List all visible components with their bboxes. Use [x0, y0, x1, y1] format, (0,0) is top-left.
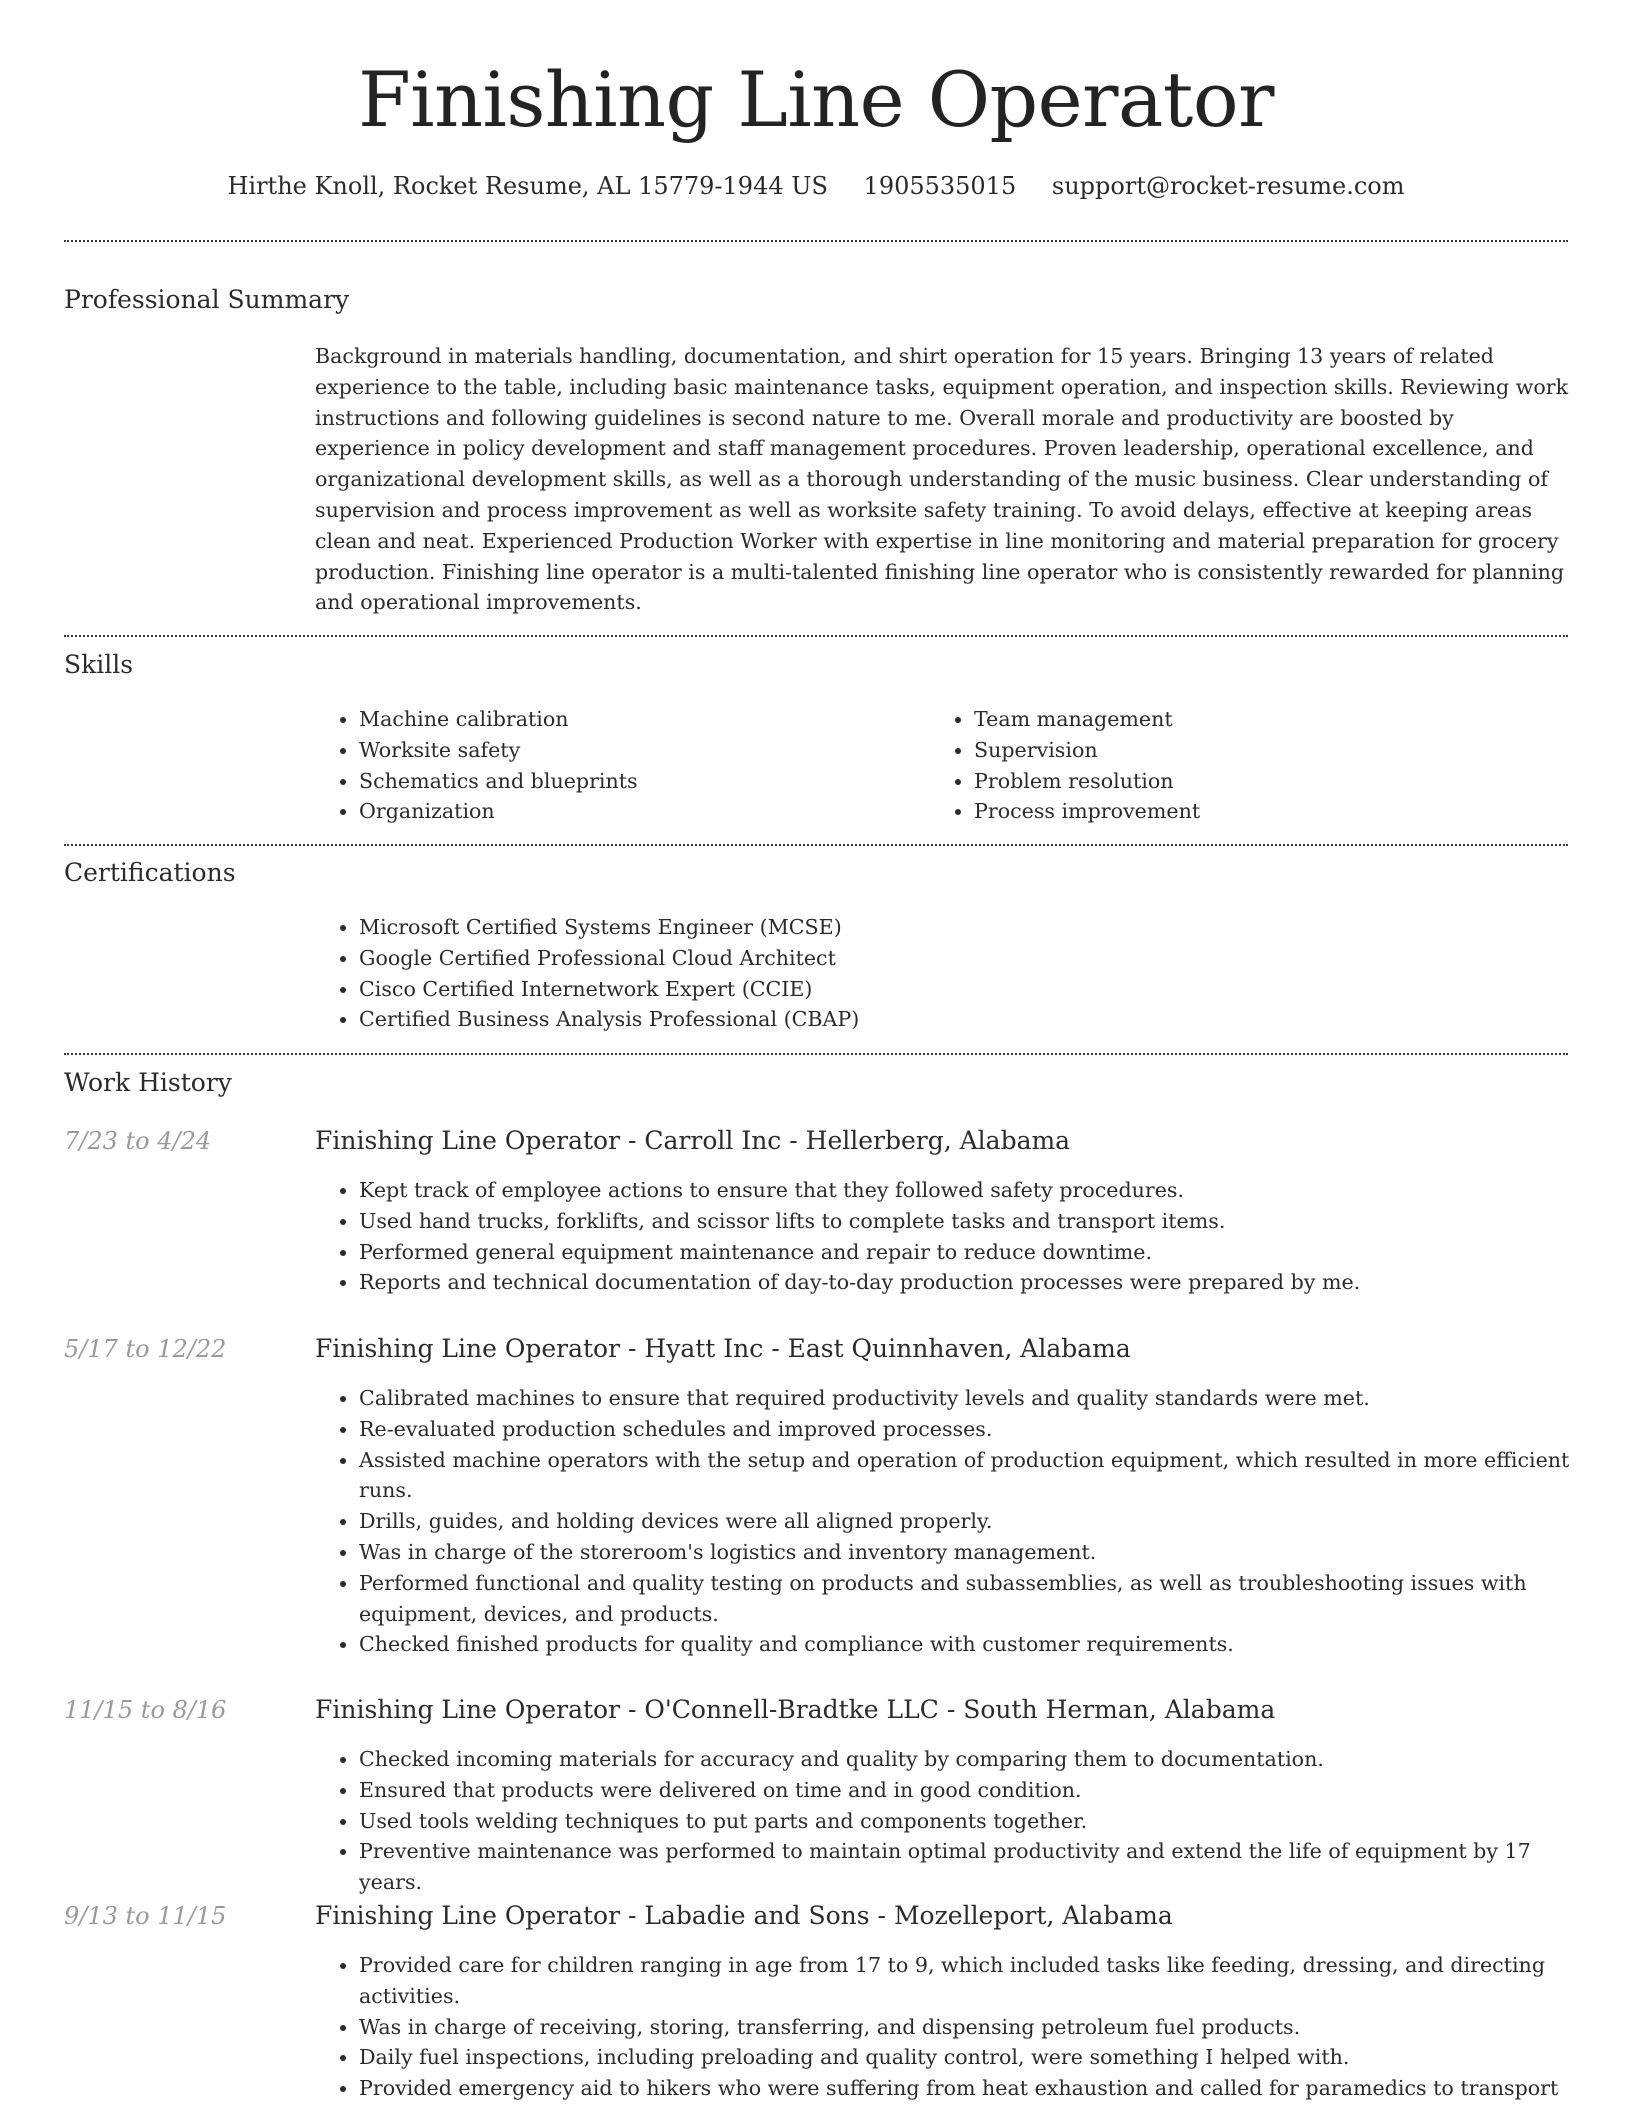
- section-title-skills: Skills: [64, 650, 134, 679]
- job-bullet: • Assisted machine operators with the setup and operation of production equipment, which resulted in more efficient runs.: [359, 1445, 1574, 1507]
- job-bullet: • Performed general equipment maintenance and repair to reduce downtime.: [359, 1237, 1574, 1268]
- resume-page: [64, 0, 1570, 2101]
- summary-text: Background in materials handling, documentation, and shirt operation for 15 years. Bringing 13 years of related experience to the table, including basic maintenance tasks, equipment operation, and inspection skills. Reviewing work instructions and following guidelines is second nature to me. Overall morale and productivity are boosted by experience in policy development and staff management procedures. Proven leadership, operational excellence, and organizational development skills, as well as a thorough understanding of the music business. Clear understanding of supervision and process improvement as well as worksite safety training. To avoid delays, effective at keeping areas clean and neat. Experienced Production Worker with expertise in line monitoring and material preparation for grocery production. Finishing line operator is a multi-talented finishing line operator who is consistently rewarded for planning and operational improvements.: [315, 344, 1569, 615]
- job-bullet: • Re-evaluated production schedules and improved processes.: [359, 1414, 1574, 1445]
- job-bullets: [315, 1950, 1574, 2104]
- job-bullet: • Performed functional and quality testing on products and subassemblies, as well as troubleshooting issues with equipment, devices, and products.: [359, 1568, 1574, 1630]
- divider: [64, 635, 1568, 637]
- job-bullet: • Checked incoming materials for accuracy and quality by comparing them to documentation.: [359, 1744, 1574, 1775]
- skill-item: • Process improvement: [974, 796, 1574, 827]
- certification-item: • Microsoft Certified Systems Engineer (MCSE): [359, 912, 1559, 943]
- section-title-summary: Professional Summary: [64, 285, 350, 314]
- divider: [64, 844, 1568, 846]
- job-bullets: [315, 1383, 1574, 1660]
- section-title-certifications: Certifications: [64, 858, 236, 887]
- skills-list-left: [315, 704, 919, 827]
- job-bullet: • Reports and technical documentation of day-to-day production processes were prepared by me.: [359, 1267, 1574, 1298]
- job-heading: Finishing Line Operator - Hyatt Inc - East Quinnhaven, Alabama: [315, 1334, 1131, 1363]
- job-bullet: • Calibrated machines to ensure that required productivity levels and quality standards were met.: [359, 1383, 1574, 1414]
- job-heading: Finishing Line Operator - O'Connell-Bradtke LLC - South Herman, Alabama: [315, 1695, 1276, 1724]
- contact-address: Hirthe Knoll, Rocket Resume, AL 15779-1944 US: [227, 172, 828, 200]
- section-title-work-history: Work History: [64, 1068, 232, 1097]
- job-bullets: [315, 1175, 1574, 1298]
- certification-item: • Certified Business Analysis Professional (CBAP): [359, 1004, 1559, 1035]
- job-bullet: • Used hand trucks, forklifts, and scissor lifts to complete tasks and transport items.: [359, 1206, 1574, 1237]
- skill-item: • Machine calibration: [359, 704, 919, 735]
- job-bullet: • Used tools welding techniques to put parts and components together.: [359, 1806, 1574, 1837]
- job-dates: 5/17 to 12/22: [64, 1335, 227, 1363]
- skill-item: • Organization: [359, 796, 919, 827]
- skill-item: • Worksite safety: [359, 735, 919, 766]
- job-bullet: • Kept track of employee actions to ensure that they followed safety procedures.: [359, 1175, 1574, 1206]
- job-bullet: • Checked finished products for quality and compliance with customer requirements.: [359, 1629, 1574, 1660]
- job-heading: Finishing Line Operator - Carroll Inc - Hellerberg, Alabama: [315, 1126, 1071, 1155]
- job-bullet: • Preventive maintenance was performed to maintain optimal productivity and extend the life of equipment by 17 years.: [359, 1836, 1574, 1898]
- job-bullet: • Daily fuel inspections, including preloading and quality control, were something I helped with.: [359, 2042, 1574, 2073]
- job-bullet: • Was in charge of the storeroom's logistics and inventory management.: [359, 1537, 1574, 1568]
- skill-item: • Team management: [974, 704, 1574, 735]
- job-bullets: [315, 1744, 1574, 1898]
- job-bullet: • Provided emergency aid to hikers who were suffering from heat exhaustion and called for paramedics to transport: [359, 2073, 1574, 2104]
- skills-list-right: [930, 704, 1574, 827]
- job-dates: 7/23 to 4/24: [64, 1127, 212, 1155]
- contact-line: [64, 170, 1568, 202]
- contact-email: support@rocket-resume.com: [1051, 172, 1405, 200]
- skill-item: • Supervision: [974, 735, 1574, 766]
- job-dates: 11/15 to 8/16: [64, 1696, 227, 1724]
- job-bullet: • Ensured that products were delivered on time and in good condition.: [359, 1775, 1574, 1806]
- job-bullet: • Drills, guides, and holding devices were all aligned properly.: [359, 1506, 1574, 1537]
- divider: [64, 1053, 1568, 1055]
- divider: [64, 240, 1568, 242]
- job-bullet: • Was in charge of receiving, storing, transferring, and dispensing petroleum fuel products.: [359, 2012, 1574, 2043]
- contact-phone: 1905535015: [863, 172, 1017, 200]
- certification-item: • Google Certified Professional Cloud Architect: [359, 943, 1559, 974]
- certifications-list: [315, 912, 1559, 1035]
- skill-item: • Problem resolution: [974, 766, 1574, 797]
- job-bullet: • Provided care for children ranging in age from 17 to 9, which included tasks like feeding, dressing, and directing activities.: [359, 1950, 1574, 2012]
- certification-item: • Cisco Certified Internetwork Expert (CCIE): [359, 974, 1559, 1005]
- job-dates: 9/13 to 11/15: [64, 1902, 227, 1930]
- job-heading: Finishing Line Operator - Labadie and Sons - Mozelleport, Alabama: [315, 1901, 1173, 1930]
- resume-name: Finishing Line Operator: [358, 55, 1274, 144]
- skill-item: • Schematics and blueprints: [359, 766, 919, 797]
